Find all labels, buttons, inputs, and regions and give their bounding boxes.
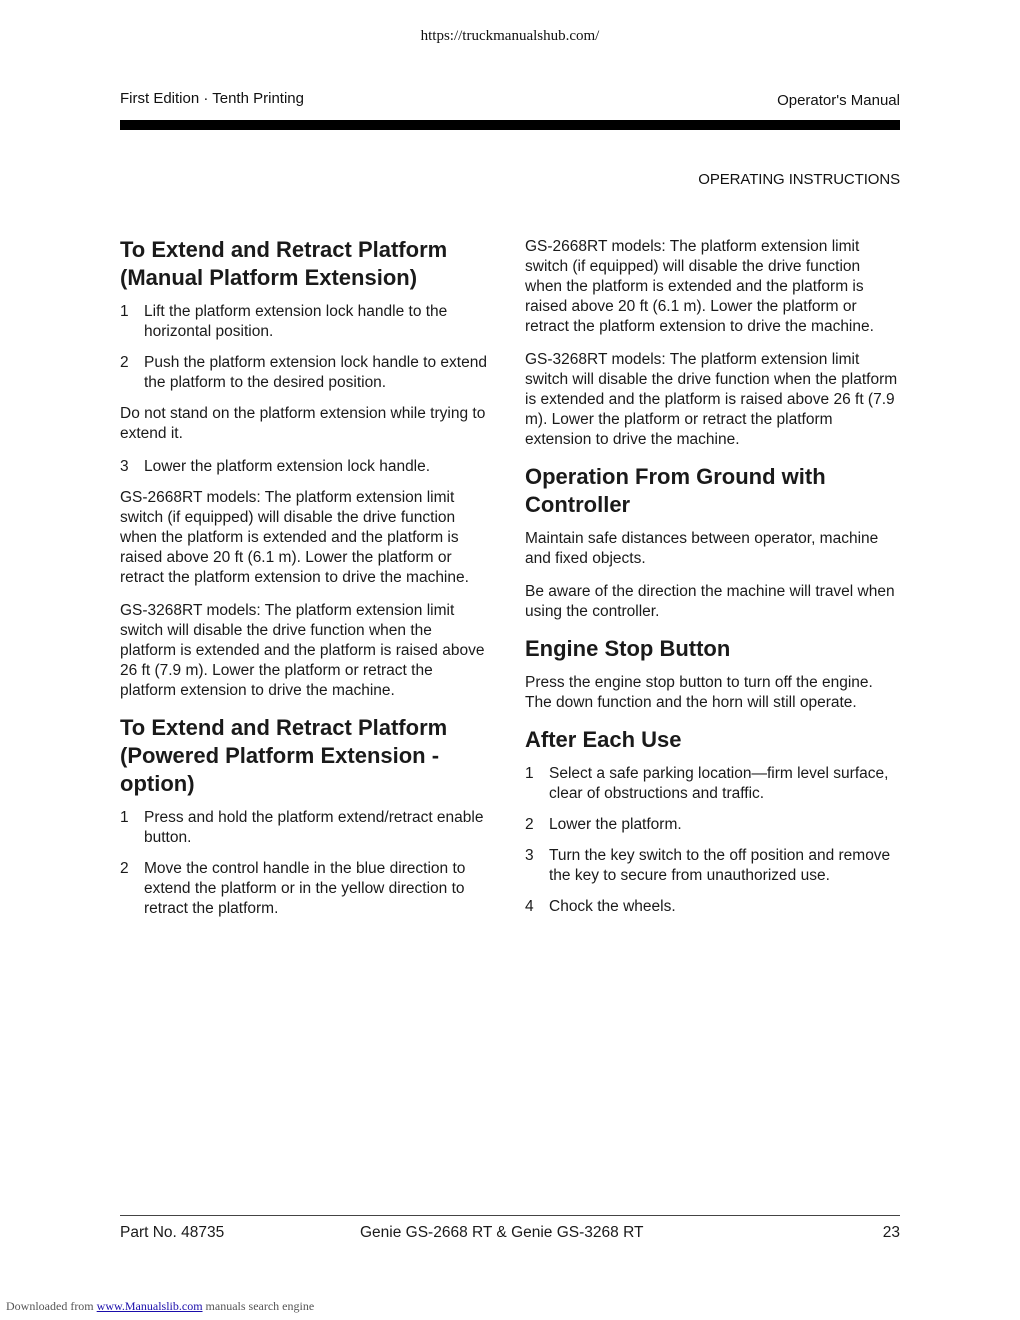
- paragraph-direction: Be aware of the direction the machine will travel when using the controller.: [525, 583, 895, 620]
- list-item: 2 Move the control handle in the blue direction to extend the platform or in the yellow direction to retract the platform.: [120, 860, 466, 917]
- left-column: [120, 236, 492, 930]
- model-name: Genie GS-2668 RT & Genie GS-3268 RT: [360, 1224, 644, 1241]
- heading-powered-extension: To Extend and Retract Platform (Powered Platform Extension - option): [120, 715, 448, 796]
- safety-note: Do not stand on the platform extension while trying to extend it.: [120, 405, 486, 442]
- paragraph-gs3268: GS-3268RT models: The platform extension limit switch will disable the drive function when the platform is extended and the platform is raised above 26 ft (7.9 m). Lower the platform or retract the platform extension to drive the machine.: [525, 351, 898, 448]
- edition-label: First Edition · Tenth Printing: [120, 90, 304, 107]
- list-item: 1 Lift the platform extension lock handle to the horizontal position.: [120, 303, 448, 340]
- list-item: 4 Chock the wheels.: [525, 898, 676, 915]
- paragraph-engine-stop: Press the engine stop button to turn off the engine. The down function and the horn will still operate.: [525, 674, 873, 711]
- section-label: OPERATING INSTRUCTIONS: [698, 171, 900, 188]
- part-number: Part No. 48735: [120, 1224, 225, 1241]
- list-item: 1 Select a safe parking location—firm level surface, clear of obstructions and traffic.: [525, 765, 889, 802]
- heading-ground-operation: Operation From Ground with Controller: [525, 464, 826, 517]
- paragraph-gs2668: GS-2668RT models: The platform extension limit switch (if equipped) will disable the drive function when the platform is extended and the platform is raised above 20 ft (6.1 m). Lower the platform or retract the platform extension to drive the machine.: [525, 238, 874, 335]
- paragraph-safe-distance: Maintain safe distances between operator, machine and fixed objects.: [525, 530, 879, 567]
- heading-after-use: After Each Use: [525, 727, 682, 752]
- source-url: https://truckmanualshub.com/: [420, 28, 600, 44]
- download-credit: Downloaded from www.Manualslib.com manuals search engine: [6, 1299, 315, 1313]
- list-item: 3 Turn the key switch to the off position and remove the key to secure from unauthorized use.: [525, 847, 891, 884]
- list-item: 2 Push the platform extension lock handle to extend the platform to the desired position.: [120, 354, 487, 391]
- manualslib-link[interactable]: www.Manualslib.com: [96, 1299, 203, 1313]
- heading-manual-extension: To Extend and Retract Platform (Manual Platform Extension): [120, 237, 448, 290]
- list-item: 1 Press and hold the platform extend/retract enable button.: [120, 809, 484, 846]
- manual-title: Operator's Manual: [777, 92, 900, 109]
- paragraph-gs3268: GS-3268RT models: The platform extension limit switch will disable the drive function when the platform is extended and the platform is raised above 26 ft (7.9 m). Lower the platform or retract the platform extension to drive the machine.: [120, 602, 485, 699]
- right-column: [525, 237, 901, 928]
- list-item: 3 Lower the platform extension lock handle.: [120, 458, 431, 475]
- list-item: 2 Lower the platform.: [525, 816, 682, 833]
- paragraph-gs2668: GS-2668RT models: The platform extension limit switch (if equipped) will disable the drive function when the platform is extended and the platform is raised above 20 ft (6.1 m). Lower the platform or retract the platform extension to drive the machine.: [120, 489, 469, 586]
- heading-engine-stop: Engine Stop Button: [525, 636, 731, 661]
- footer-rule: [120, 1215, 900, 1216]
- page-number: 23: [882, 1224, 900, 1241]
- header-rule: [120, 120, 900, 130]
